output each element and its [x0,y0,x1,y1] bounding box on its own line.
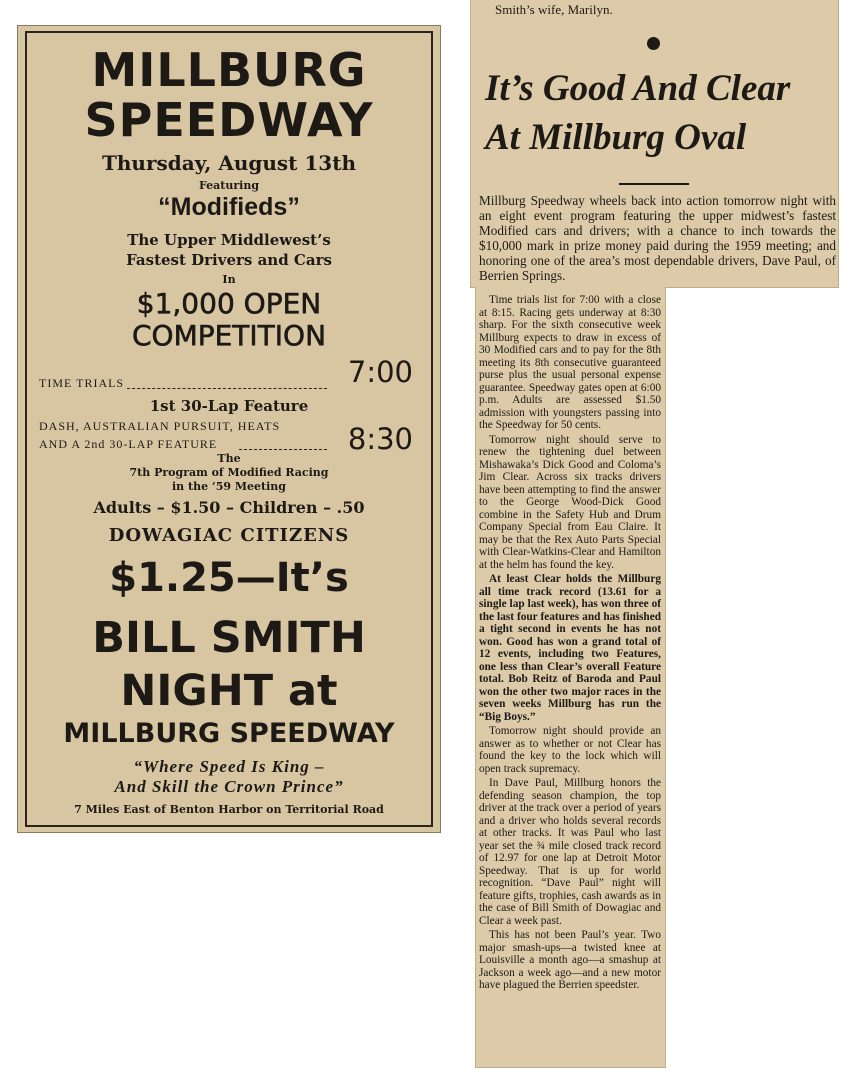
ad-millburg-speedway: MILLBURG SPEEDWAY [63,718,395,749]
headline-line2: At Millburg Oval [485,117,747,158]
ad-slogan-line2: And Skill the Crown Prince” [114,777,344,796]
ad-title-line2: SPEEDWAY [84,93,374,147]
ad-night-at: NIGHT at [120,666,338,716]
feature-row [27,413,431,456]
article-paragraph: In Dave Paul, Millburg honors the defending season champion, the top driver at the track over a period of years and a driver who holds several records at other tracks. It was Paul who last year set the ¾ mile closed track record of 12.97 for one lap at Detroit Motor Speedway. That is up for world recognition. “Dave Paul” night will feature gifts, trophies, cash awards as in the case of Bill Smith of Dowagiac and Clear a week past. [479,777,661,927]
speedway-advertisement [17,25,441,833]
ad-price-its: $1.25—It’s [109,555,349,601]
time-trials-time: 7:00 [347,355,413,389]
dash-label: DASH, AUSTRALIAN PURSUIT, HEATS [39,419,281,433]
time-trials-label: TIME TRIALS [39,376,125,390]
leader-dashes [239,449,327,450]
ad-title-line1: MILLBURG [91,43,367,97]
headline-rule [619,183,689,185]
article-header-clipping [470,0,839,288]
article-body-clipping [475,287,666,1068]
article-paragraph: At least Clear holds the Millburg all time track record (13.61 for a single lap last week), has won three of the last four features and has finished a tight second in events he has not won. Good has won a grand total of 12 events, including two Features, one less than Clear’s overall Feature total. Bob Reitz of Baroda and Paul won the other two major races in the seven weeks Millburg has run the “Big Boys.” [479,573,661,723]
article-body [479,294,661,994]
article-lead: Millburg Speedway wheels back into action tomorrow night with an eight event program featuring the upper midwest’s fastest Modified cars and drivers; with a chance to inch towards the $10,000 mark in prize money paid during the 1959 meeting; and honoring one of the area’s most dependable drivers, Dave Paul, of Berrien Springs. [479,193,836,283]
previous-article-snippet: Smith’s wife, Marilyn. [495,2,613,17]
ad-border [25,31,433,827]
ad-slogan-line1: “Where Speed Is King – [133,757,325,776]
feature-time: 8:30 [347,422,413,456]
headline-line1: It’s Good And Clear [485,68,791,109]
article-paragraph: This has not been Paul’s year. Two major smash-ups—a twisted knee at Louisville a month ago—a smashup at Jackson a week ago—and a new motor have plagued the Berrien speedster. [479,929,661,991]
article-paragraph: Tomorrow night should serve to renew the tightening duel between Mishawaka’s Dick Good and Coloma’s Jim Clear. Across six tracks drivers have been attempting to find the answer to the George Wood-Dick Good combine in the Safety Hub and Drum Company Special from Eau Claire. It may be that the Rex Auto Parts Special with Clear-Watkins-Clear and Hamilton at the helm has found the key. [479,433,661,571]
article-paragraph: Time trials list for 7:00 with a close at 8:15. Racing gets underway at 8:30 sharp. For the sixth consecutive week Millburg expects to draw in excess of 30 Modified cars and to pay for the 8th meeting its 8th consecutive guaranteed purse plus the usual personal expense guarantee. Speedway gates open at 6:00 p.m. Adults are assessed $1.50 admission with youngsters passing into the Speedway for 50 cents. [479,294,661,431]
ad-open-line2: COMPETITION [131,319,327,352]
ad-dowagiac: DOWAGIAC CITIZENS [108,525,350,546]
time-trials-row [27,353,431,390]
leader-dashes [127,388,327,389]
ad-modifieds: “Modifieds” [158,193,300,221]
ad-program-line1: 7th Program of Modified Racing [129,466,329,479]
ad-bill-smith: BILL SMITH [92,613,366,663]
ad-upper-line2: Fastest Drivers and Cars [126,251,332,269]
ad-date: Thursday, August 13th [102,151,356,175]
ad-program-line2: in the ’59 Meeting [171,480,286,493]
second-feature-label: AND A 2nd 30-LAP FEATURE [39,437,218,451]
bullet-dot [647,37,660,50]
article-paragraph: Tomorrow night should provide an answer as to whether or not Clear has found the key to the lock which will open track supremacy. [479,725,661,775]
feature-label: 1st 30-Lap Feature [149,397,309,415]
ad-in: In [222,273,236,286]
ad-featuring: Featuring [198,179,260,192]
article-headline [485,64,790,162]
ad-the: The [217,452,241,465]
ad-open-line1: $1,000 OPEN [136,287,322,320]
ad-directions: 7 Miles East of Benton Harbor on Territorial Road [74,803,384,816]
ad-upper-line1: The Upper Middlewest’s [127,231,331,249]
ad-prices: Adults – $1.50 – Children – .50 [93,498,365,517]
